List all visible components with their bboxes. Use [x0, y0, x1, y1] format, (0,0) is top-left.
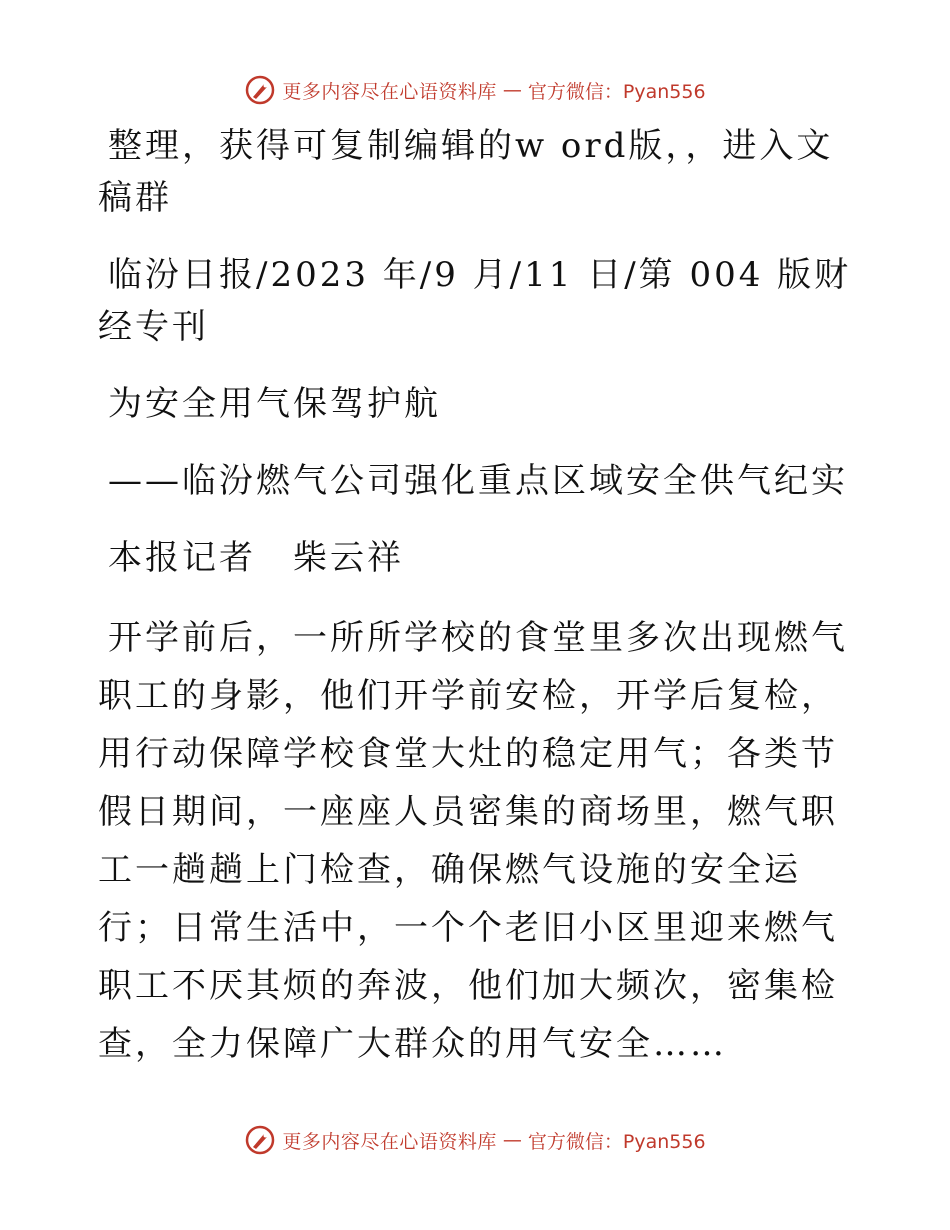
- article-subtitle: [98, 455, 858, 507]
- footer-watermark-banner: [0, 1122, 950, 1158]
- byline: [98, 532, 858, 584]
- banner-separator: —: [502, 79, 522, 101]
- banner-wechat-label: 官方微信：Pyan556: [527, 80, 706, 103]
- document-body: [98, 120, 858, 1098]
- body-text: 开学前后，一所所学校的食堂里多次出现燃气职工的身影，他们开学前安检，开学后复检，用行动保障学校食堂大灶的稳定用气；各类节假日期间，一座座人员密集的商场里，燃气职工一趟趟上门检查，确保燃气设施的安全运行；日常生活中，一个个老旧小区里迎来燃气职工不厌其烦的奔波，他们加大频次，密集检查，全力保障广大群众的用气安全……: [98, 618, 848, 1064]
- article-subtitle-text: ——临汾燃气公司强化重点区域安全供气纪实: [108, 461, 848, 501]
- pen-nib-logo-icon: [244, 74, 276, 106]
- byline-text: 本报记者 柴云祥: [108, 538, 404, 578]
- banner-separator: —: [502, 1129, 522, 1151]
- intro-text: 整理，获得可复制编辑的w ord版，，进入文稿群: [98, 126, 834, 218]
- pen-nib-logo-icon: [244, 1124, 276, 1156]
- banner-wechat-label: 官方微信：Pyan556: [527, 1130, 706, 1153]
- source-text: 临汾日报/2023 年/9 月/11 日/第 004 版财经专刊: [98, 255, 852, 347]
- source-paragraph: [98, 249, 858, 353]
- body-paragraph: [98, 609, 858, 1073]
- header-watermark-banner: [0, 72, 950, 108]
- banner-main-text: 更多内容尽在心语资料库: [282, 1130, 497, 1153]
- intro-paragraph: [98, 120, 858, 224]
- article-title: [98, 378, 858, 430]
- banner-main-text: 更多内容尽在心语资料库: [282, 80, 497, 103]
- article-title-text: 为安全用气保驾护航: [108, 384, 441, 424]
